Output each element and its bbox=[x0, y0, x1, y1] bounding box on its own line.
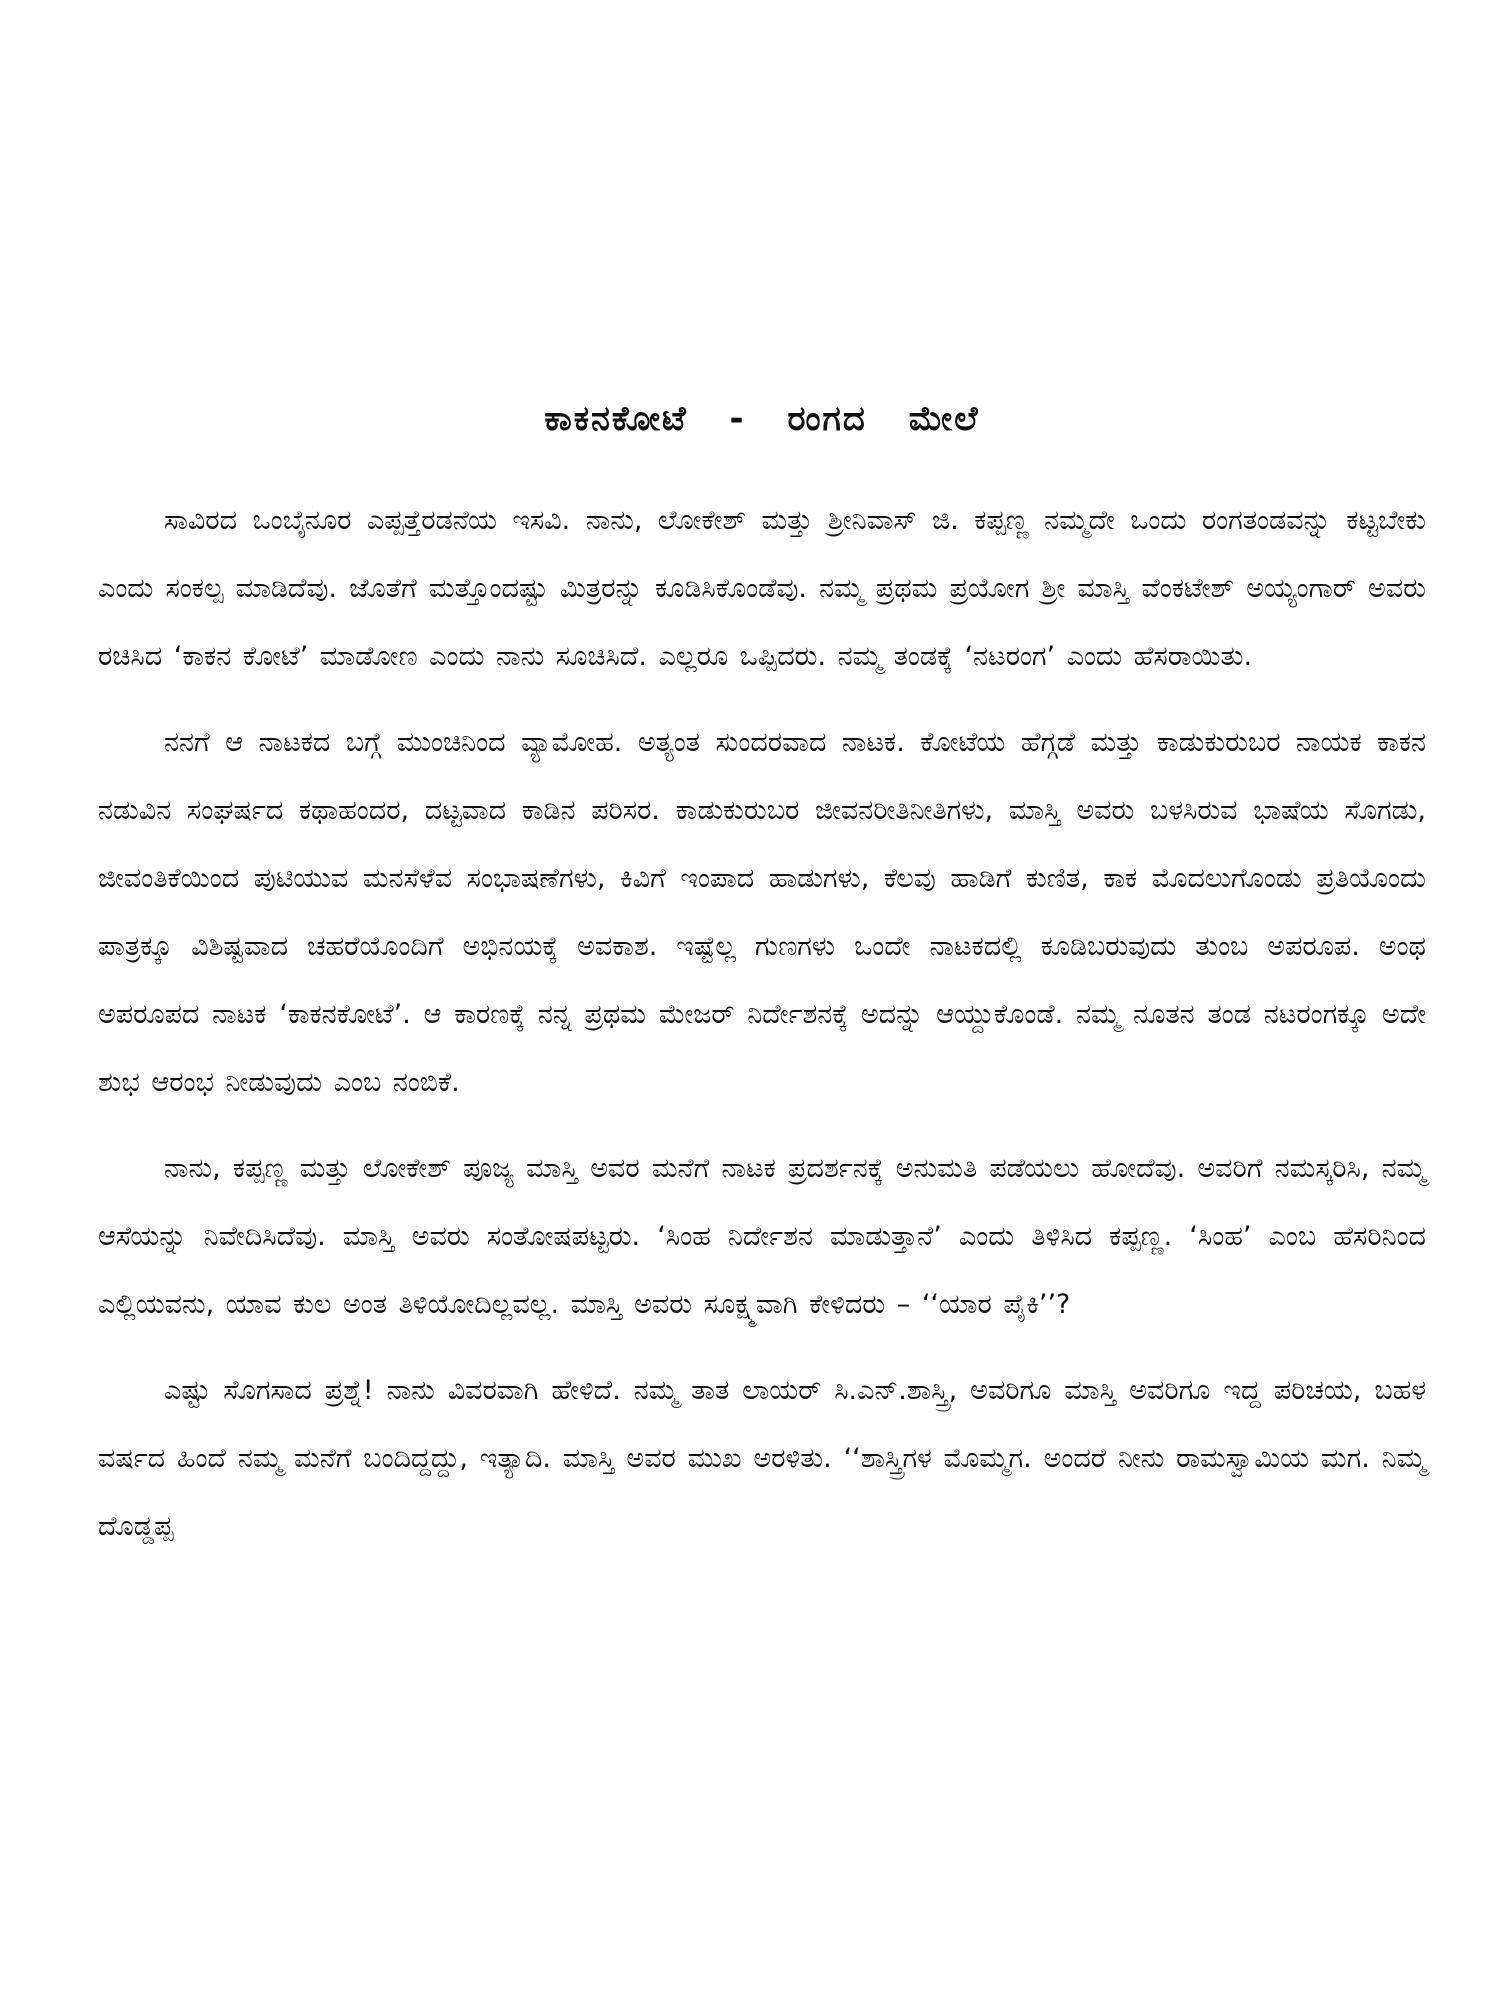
paragraph-1: ಸಾವಿರದ ಒಂಬೈನೂರ ಎಪ್ಪತ್ತೆರಡನೆಯ ಇಸವಿ. ನಾನು, ಲೋಕೇಶ್ ಮತ್ತು ಶ್ರೀನಿವಾಸ್ ಜಿ. ಕಪ್ಪಣ್ಣ ನಮ್ಮದೇ ಒಂದು ರಂಗತಂಡವನ್ನು ಕಟ್ಟಬೇಕು ಎಂದು ಸಂಕಲ್ಪ ಮಾಡಿದೆವು. ಜೊತೆಗೆ ಮತ್ತೊಂದಷ್ಟು ಮಿತ್ರರನ್ನು ಕೂಡಿಸಿಕೊಂಡೆವು. ನಮ್ಮ ಪ್ರಥಮ ಪ್ರಯೋಗ ಶ್ರೀ ಮಾಸ್ತಿ ವೆಂಕಟೇಶ್ ಅಯ್ಯಂಗಾರ್ ಅವರು ರಚಿಸಿದ ‘ಕಾಕನ ಕೋಟೆ’ ಮಾಡೋಣ ಎಂದು ನಾನು ಸೂಚಿಸಿದೆ. ಎಲ್ಲರೂ ಒಪ್ಪಿದರು. ನಮ್ಮ ತಂಡಕ್ಕೆ ‘ನಟರಂಗ’ ಎಂದು ಹೆಸರಾಯಿತು. bbox=[98, 505, 1426, 672]
paragraph-4: ಎಷ್ಟು ಸೊಗಸಾದ ಪ್ರಶ್ನೆ! ನಾನು ವಿವರವಾಗಿ ಹೇಳಿದೆ. ನಮ್ಮ ತಾತ ಲಾಯರ್ ಸಿ.ಎನ್.ಶಾಸ್ತ್ರಿ, ಅವರಿಗೂ ಮಾಸ್ತಿ ಅವರಿಗೂ ಇದ್ದ ಪರಿಚಯ, ಬಹಳ ವರ್ಷದ ಹಿಂದೆ ನಮ್ಮ ಮನೆಗೆ ಬಂದಿದ್ದದ್ದು, ಇತ್ಯಾದಿ. ಮಾಸ್ತಿ ಅವರ ಮುಖ ಅರಳಿತು. ‘‘ಶಾಸ್ತ್ರಿಗಳ ಮೊಮ್ಮಗ. ಅಂದರೆ ನೀನು ರಾಮಸ್ವಾಮಿಯ ಮಗ. ನಿಮ್ಮ ದೊಡ್ಡಪ್ಪ bbox=[98, 1375, 1426, 1542]
document-title: ಕಾಕನಕೋಟೆ - ರಂಗದ ಮೇಲೆ bbox=[544, 399, 980, 439]
paragraph-3: ನಾನು, ಕಪ್ಪಣ್ಣ ಮತ್ತು ಲೋಕೇಶ್ ಪೂಜ್ಯ ಮಾಸ್ತಿ ಅವರ ಮನೆಗೆ ನಾಟಕ ಪ್ರದರ್ಶನಕ್ಕೆ ಅನುಮತಿ ಪಡೆಯಲು ಹೋದೆವು. ಅವರಿಗೆ ನಮಸ್ಕರಿಸಿ, ನಮ್ಮ ಆಸೆಯನ್ನು ನಿವೇದಿಸಿದೆವು. ಮಾಸ್ತಿ ಅವರು ಸಂತೋಷಪಟ್ಟರು. ‘ಸಿಂಹ ನಿರ್ದೇಶನ ಮಾಡುತ್ತಾನೆ’ ಎಂದು ತಿಳಿಸಿದ ಕಪ್ಪಣ್ಣ. ‘ಸಿಂಹ’ ಎಂಬ ಹೆಸರಿನಿಂದ ಎಲ್ಲಿಯವನು, ಯಾವ ಕುಲ ಅಂತ ತಿಳಿಯೋದಿಲ್ಲವಲ್ಲ. ಮಾಸ್ತಿ ಅವರು ಸೂಕ್ಷ್ಮವಾಗಿ ಕೇಳಿದರು – ‘‘ಯಾರ ಪೈಕಿ’’? bbox=[98, 1153, 1426, 1320]
document-page bbox=[98, 395, 1426, 1561]
paragraph-2: ನನಗೆ ಆ ನಾಟಕದ ಬಗ್ಗೆ ಮುಂಚಿನಿಂದ ವ್ಯಾಮೋಹ. ಅತ್ಯಂತ ಸುಂದರವಾದ ನಾಟಕ. ಕೋಟೆಯ ಹೆಗ್ಗಡೆ ಮತ್ತು ಕಾಡುಕುರುಬರ ನಾಯಕ ಕಾಕನ ನಡುವಿನ ಸಂಘರ್ಷದ ಕಥಾಹಂದರ, ದಟ್ಟವಾದ ಕಾಡಿನ ಪರಿಸರ. ಕಾಡುಕುರುಬರ ಜೀವನರೀತಿನೀತಿಗಳು, ಮಾಸ್ತಿ ಅವರು ಬಳಸಿರುವ ಭಾಷೆಯ ಸೊಗಡು, ಜೀವಂತಿಕೆಯಿಂದ ಪುಟಿಯುವ ಮನಸೆಳೆವ ಸಂಭಾಷಣೆಗಳು, ಕಿವಿಗೆ ಇಂಪಾದ ಹಾಡುಗಳು, ಕೆಲವು ಹಾಡಿಗೆ ಕುಣಿತ, ಕಾಕ ಮೊದಲುಗೊಂಡು ಪ್ರತಿಯೊಂದು ಪಾತ್ರಕ್ಕೂ ವಿಶಿಷ್ಟವಾದ ಚಹರೆಯೊಂದಿಗೆ ಅಭಿನಯಕ್ಕೆ ಅವಕಾಶ. ಇಷ್ಟೆಲ್ಲ ಗುಣಗಳು ಒಂದೇ ನಾಟಕದಲ್ಲಿ ಕೂಡಿಬರುವುದು ತುಂಬ ಅಪರೂಪ. ಅಂಥ ಅಪರೂಪದ ನಾಟಕ ‘ಕಾಕನಕೋಟೆ’. ಆ ಕಾರಣಕ್ಕೆ ನನ್ನ ಪ್ರಥಮ ಮೇಜರ್ ನಿರ್ದೇಶನಕ್ಕೆ ಅದನ್ನು ಆಯ್ದುಕೊಂಡೆ. ನಮ್ಮ ನೂತನ ತಂಡ ನಟರಂಗಕ್ಕೂ ಅದೇ ಶುಭ ಆರಂಭ ನೀಡುವುದು ಎಂಬ ನಂಬಿಕೆ. bbox=[98, 727, 1426, 1098]
